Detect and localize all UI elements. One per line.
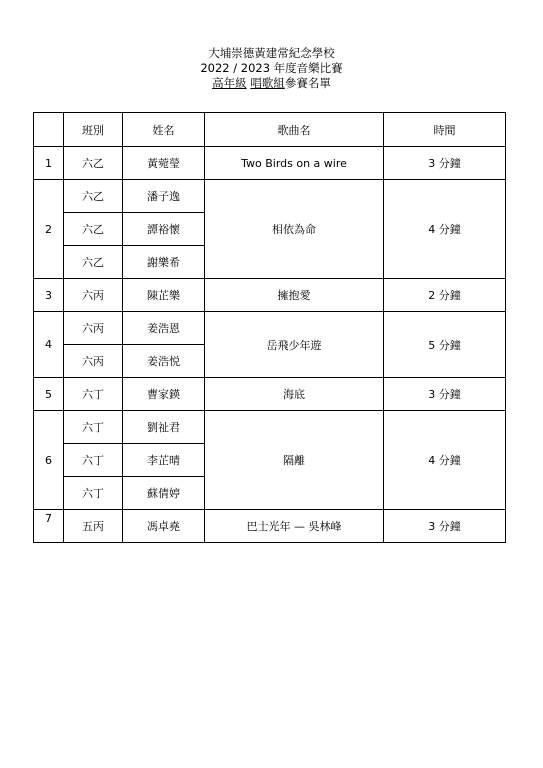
group-number: 5 bbox=[34, 378, 64, 411]
student-name-cell: 姜浩恩 bbox=[123, 312, 205, 345]
duration-cell: 4 分鐘 bbox=[384, 411, 506, 510]
group-number: 6 bbox=[34, 411, 64, 510]
song-title-cell: Two Birds on a wire bbox=[205, 147, 384, 180]
school-name: 大埔崇德黃建常紀念學校 bbox=[208, 46, 335, 60]
group-number: 1 bbox=[34, 147, 64, 180]
student-name-cell: 陳芷樂 bbox=[123, 279, 205, 312]
col-header-name: 姓名 bbox=[123, 113, 205, 147]
table-row bbox=[34, 180, 506, 213]
song-title-cell: 隔離 bbox=[205, 411, 384, 510]
class-cell: 六乙 bbox=[64, 213, 123, 246]
group-number: 4 bbox=[34, 312, 64, 378]
class-cell: 六丙 bbox=[64, 312, 123, 345]
student-name-cell: 謝樂希 bbox=[123, 246, 205, 279]
class-cell: 六乙 bbox=[64, 147, 123, 180]
student-name-cell: 馮卓堯 bbox=[123, 510, 205, 543]
duration-cell: 3 分鐘 bbox=[384, 510, 506, 543]
student-name-cell: 蘇倩婷 bbox=[123, 477, 205, 510]
duration-cell: 3 分鐘 bbox=[384, 378, 506, 411]
class-cell: 六乙 bbox=[64, 180, 123, 213]
student-name-cell: 李芷晴 bbox=[123, 444, 205, 477]
document-header bbox=[0, 46, 543, 91]
student-name-cell: 譚裕懷 bbox=[123, 213, 205, 246]
song-title-cell: 巴士光年 — 吳林峰 bbox=[205, 510, 384, 543]
event-title: 2022 / 2023 年度音樂比賽 bbox=[200, 61, 343, 75]
group-number: 3 bbox=[34, 279, 64, 312]
group-number: 7 bbox=[34, 510, 64, 543]
class-cell: 六丁 bbox=[64, 378, 123, 411]
duration-cell: 2 分鐘 bbox=[384, 279, 506, 312]
class-cell: 六丁 bbox=[64, 444, 123, 477]
class-cell: 六乙 bbox=[64, 246, 123, 279]
col-header-time: 時間 bbox=[384, 113, 506, 147]
student-name-cell: 曹家鍈 bbox=[123, 378, 205, 411]
col-header-class: 班別 bbox=[64, 113, 123, 147]
song-title-cell: 海底 bbox=[205, 378, 384, 411]
division-category: 唱歌組 bbox=[250, 76, 285, 90]
table-row bbox=[34, 411, 506, 444]
division-level: 高年級 bbox=[212, 76, 247, 90]
table-row bbox=[34, 279, 506, 312]
col-header-no bbox=[34, 113, 64, 147]
division-line bbox=[0, 76, 543, 91]
duration-cell: 4 分鐘 bbox=[384, 180, 506, 279]
table-header-row bbox=[34, 113, 506, 147]
student-name-cell: 姜浩悦 bbox=[123, 345, 205, 378]
student-name-cell: 潘子逸 bbox=[123, 180, 205, 213]
song-title-cell: 相依為命 bbox=[205, 180, 384, 279]
participant-table bbox=[33, 112, 506, 543]
song-title-cell: 擁抱愛 bbox=[205, 279, 384, 312]
class-cell: 六丁 bbox=[64, 477, 123, 510]
song-title-cell: 岳飛少年遊 bbox=[205, 312, 384, 378]
duration-cell: 3 分鐘 bbox=[384, 147, 506, 180]
class-cell: 五丙 bbox=[64, 510, 123, 543]
col-header-song: 歌曲名 bbox=[205, 113, 384, 147]
student-name-cell: 劉祉君 bbox=[123, 411, 205, 444]
table-row bbox=[34, 510, 506, 543]
group-number: 2 bbox=[34, 180, 64, 279]
table-row bbox=[34, 147, 506, 180]
table-row bbox=[34, 378, 506, 411]
class-cell: 六丙 bbox=[64, 345, 123, 378]
duration-cell: 5 分鐘 bbox=[384, 312, 506, 378]
class-cell: 六丁 bbox=[64, 411, 123, 444]
student-name-cell: 黃菀瑩 bbox=[123, 147, 205, 180]
table-row bbox=[34, 312, 506, 345]
division-list-label: 參賽名單 bbox=[284, 76, 331, 90]
class-cell: 六丙 bbox=[64, 279, 123, 312]
